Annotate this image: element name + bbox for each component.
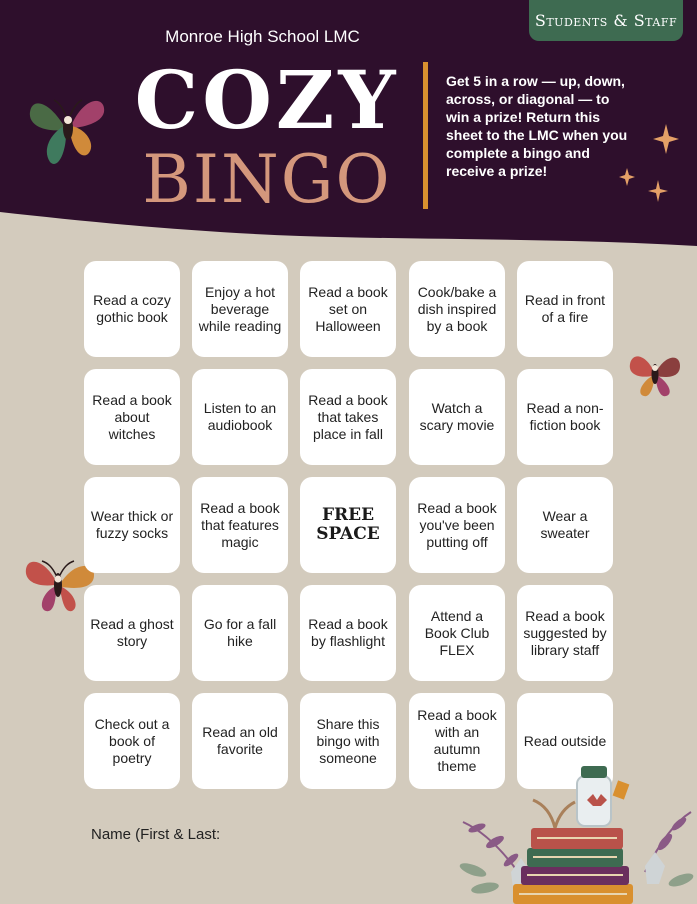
instructions-text: Get 5 in a row — up, down, across, or diagonal — to win a prize! Return this sheet to the LMC when you complete a bingo and receive a prize! — [446, 73, 628, 179]
bingo-square-label: Read a book with an autumn theme — [417, 707, 497, 774]
bingo-square-label: Share this bingo with someone — [316, 715, 380, 766]
bingo-square-label: Wear a sweater — [540, 508, 590, 541]
divider — [423, 62, 428, 209]
bingo-square-label: Cook/bake a dish inspired by a book — [417, 283, 497, 334]
bingo-square-label: Go for a fall hike — [203, 616, 277, 649]
bingo-square[interactable] — [411, 371, 503, 463]
bingo-square-label: Read a book you've been putting off — [417, 499, 497, 550]
bingo-square-label: Read in front of a fire — [524, 292, 606, 325]
bingo-square-label: Read an old favorite — [202, 724, 278, 757]
bingo-square-label: Read a non-fiction book — [526, 400, 604, 433]
bingo-square[interactable] — [302, 587, 394, 679]
bingo-square[interactable] — [194, 695, 286, 787]
bingo-square-label: Enjoy a hot beverage while reading — [198, 283, 282, 334]
bingo-square[interactable] — [194, 587, 286, 679]
bingo-square[interactable] — [86, 587, 178, 679]
bingo-square[interactable] — [86, 371, 178, 463]
bingo-square-label: Read a book set on Halloween — [308, 283, 388, 334]
bingo-square-label: Read a book that features magic — [200, 499, 280, 550]
moth-icon — [626, 346, 684, 400]
bingo-square[interactable] — [519, 587, 611, 679]
bingo-square[interactable] — [519, 263, 611, 355]
bingo-square-label: Read a cozy gothic book — [93, 292, 171, 325]
free-space-square[interactable] — [302, 479, 394, 571]
bingo-square[interactable] — [302, 263, 394, 355]
name-field-label: Name (First & Last: — [91, 826, 221, 843]
free-space-label: FREE SPACE — [316, 505, 380, 544]
bingo-square[interactable] — [86, 263, 178, 355]
bingo-square-label: Read a book that takes place in fall — [308, 391, 388, 442]
bingo-square-label: Wear thick or fuzzy socks — [90, 508, 174, 541]
bingo-square[interactable] — [302, 371, 394, 463]
bingo-square-label: Listen to an audiobook — [203, 400, 277, 433]
bingo-square[interactable] — [194, 371, 286, 463]
school-name: Monroe High School LMC — [165, 27, 360, 46]
bingo-square-label: Watch a scary movie — [419, 400, 495, 433]
books-illustration — [455, 762, 697, 904]
bingo-square-label: Attend a Book Club FLEX — [424, 607, 490, 658]
moth-icon — [28, 90, 110, 170]
bingo-square[interactable] — [194, 479, 286, 571]
audience-badge: Students & Staff — [529, 0, 683, 41]
bingo-square[interactable] — [411, 479, 503, 571]
title-bingo: BINGO — [142, 141, 392, 218]
bingo-square-label: Read a ghost story — [90, 616, 174, 649]
bingo-square[interactable] — [86, 479, 178, 571]
title-cozy: COZY — [134, 53, 400, 147]
bingo-square[interactable] — [302, 695, 394, 787]
bingo-square[interactable] — [86, 695, 178, 787]
bingo-square-label: Read outside — [523, 732, 607, 749]
bingo-square-label: Read a book about witches — [92, 391, 172, 442]
bingo-square[interactable] — [519, 479, 611, 571]
bingo-square-label: Read a book suggested by library staff — [523, 607, 607, 658]
bingo-square-label: Read a book by flashlight — [308, 616, 388, 649]
bingo-square-label: Check out a book of poetry — [94, 715, 170, 766]
bingo-square[interactable] — [194, 263, 286, 355]
bingo-square[interactable] — [411, 587, 503, 679]
bingo-square[interactable] — [519, 371, 611, 463]
bingo-square[interactable] — [411, 263, 503, 355]
